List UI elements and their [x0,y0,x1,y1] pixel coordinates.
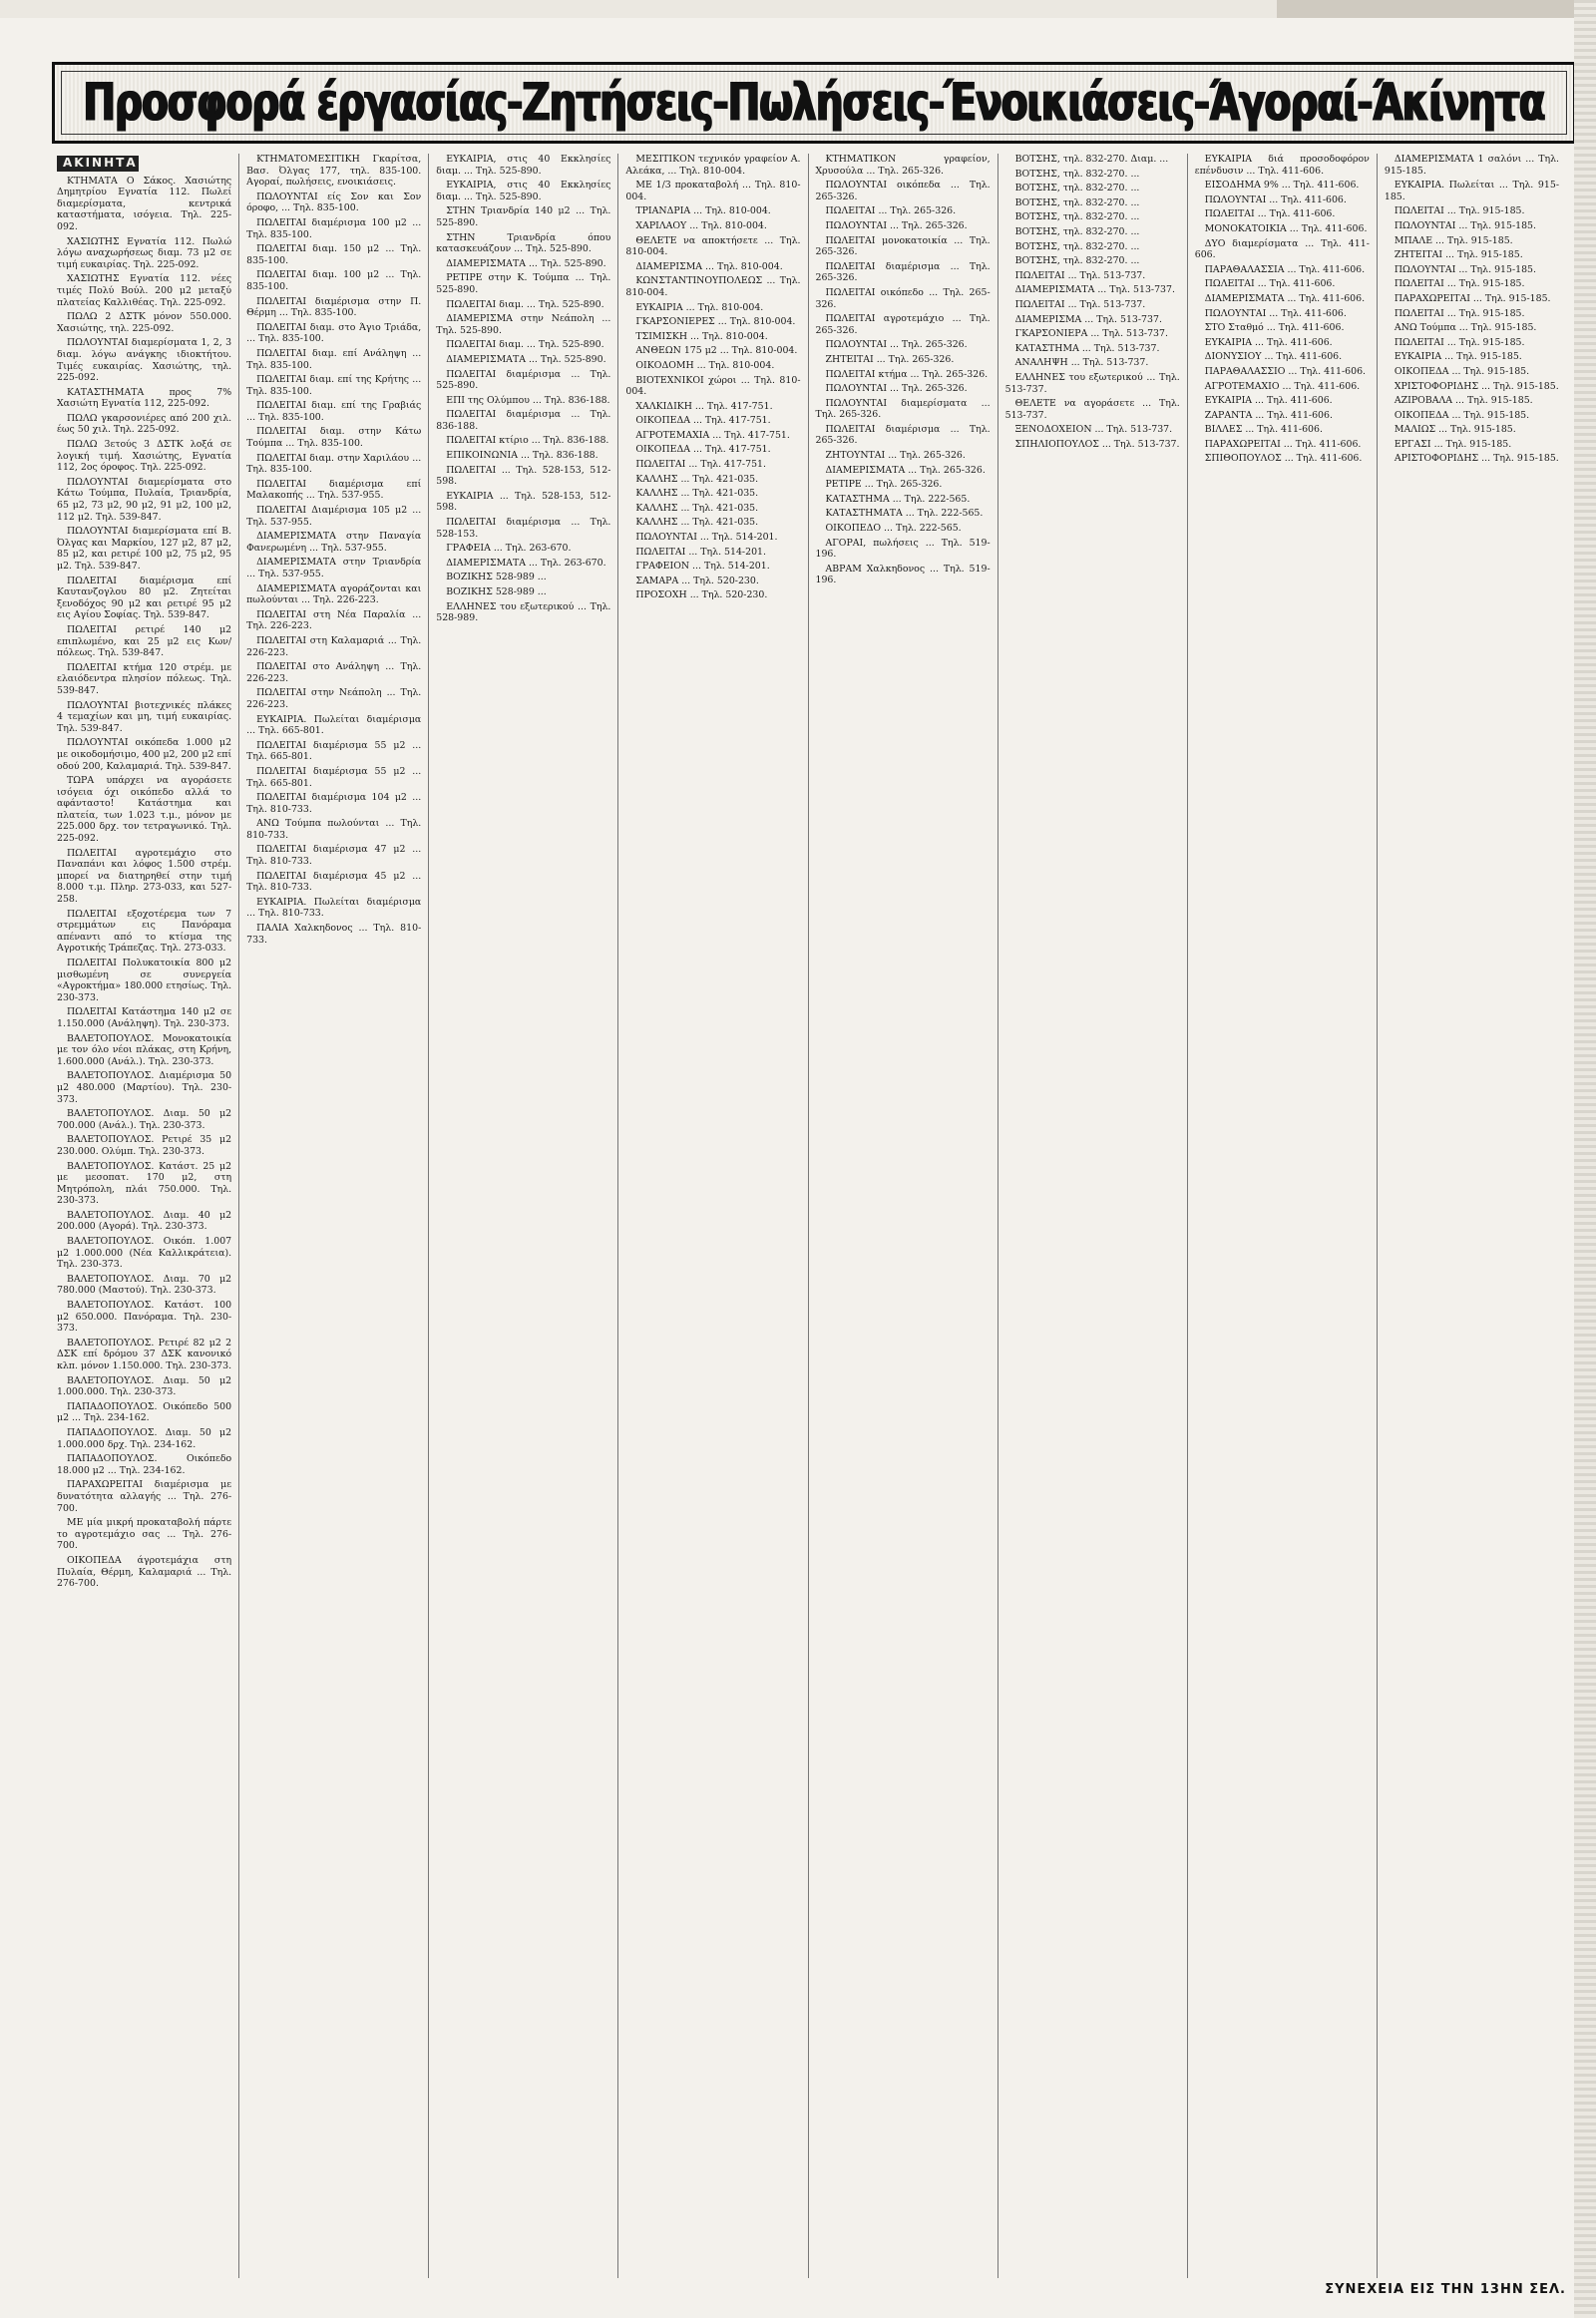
classified-ad: ΔΙΑΜΕΡΙΣΜΑΤΑ αγοράζονται και πωλούνται ... Τηλ. 226-223. [246,582,422,606]
section-heading: ΑΚΙΝΗΤΑ [57,156,139,172]
classified-ad: ΑΓΡΟΤΕΜΑΧΙΟ ... Τηλ. 411-606. [1204,380,1361,392]
column-6 [998,154,1188,2278]
classified-ad: ΠΩΛΕΙΤΑΙ ... Τηλ. 915-185. [1394,278,1525,290]
classified-ad: ΠΩΛΕΙΤΑΙ διαμ. στο Άγιο Τριάδα, ... Τηλ. 835-100. [246,321,422,345]
classified-ad: ΟΙΚΟΠΕΔΑ ... Τηλ. 417-751. [635,444,771,456]
classified-ad: ΒΟΖΙΚΗΣ 528-989 ... [446,572,547,583]
classified-ad: ΠΩΛΕΙΤΑΙ ... Τηλ. 915-185. [1394,336,1525,348]
classified-ad: ΠΩΛΕΙΤΑΙ ... Τηλ. 915-185. [1394,205,1525,217]
classified-ad: ΟΙΚΟΠΕΔΟ ... Τηλ. 222-565. [825,523,962,535]
classified-ad: ΠΩΛΟΥΝΤΑΙ διαμερίσματα ... Τηλ. 265-326. [815,397,991,421]
classified-ad: ΒΟΤΣΗΣ, τηλ. 832-270. ... [1014,168,1140,180]
classified-ad: ΠΩΛΟΥΝΤΑΙ ... Τηλ. 514-201. [635,532,778,544]
classified-ad: ΠΩΛΕΙΤΑΙ διαμέρισμα 55 μ2 ... Τηλ. 665-801. [246,739,422,763]
classified-ad: ΖΗΤΕΙΤΑΙ ... Τηλ. 915-185. [1394,249,1523,261]
column-5 [809,154,998,2278]
classified-ad: ΘΕΛΕΤΕ να αποκτήσετε ... Τηλ. 810-004. [625,234,801,258]
classified-ad: ΒΟΤΣΗΣ, τηλ. 832-270. ... [1014,196,1140,208]
classified-ad: ΔΙΑΜΕΡΙΣΜΑΤΑ στην Τριανδρία ... Τηλ. 537-955. [246,557,422,580]
classified-ad: ΚΑΛΛΗΣ ... Τηλ. 421-035. [635,488,759,500]
classified-ad: ΜΕ μία μικρή προκαταβολή πάρτε το αγροτεμάχιο σας ... Τηλ. 276-700. [57,1517,232,1552]
classified-ad: ΣΑΜΑΡΑ ... Τηλ. 520-230. [635,575,759,586]
classified-ad: ΒΟΤΣΗΣ, τηλ. 832-270. ... [1014,225,1140,237]
classified-ad: ΠΩΛΕΙΤΑΙ ... Τηλ. 514-201. [635,546,766,558]
classified-ad: ΠΩΛΕΙΤΑΙ Κατάστημα 140 μ2 σε 1.150.000 (Ανάληψη). Τηλ. 230-373. [57,1006,232,1029]
classified-ad: ΠΩΛΕΙΤΑΙ Πολυκατοικία 800 μ2 μισθωμένη σε συνεργεία «Αγροκτήμα» 180.000 ετησίως. Τηλ. 230-373. [57,958,232,1003]
classified-ad: ΠΩΛΟΥΝΤΑΙ διαμερίσματα επί Β. Όλγας και Μαρκίου, 127 μ2, 87 μ2, 85 μ2, και ρετιρέ 100 μ2, 75 μ2, 95 μ2. Τηλ. 539-847. [57,526,232,572]
classified-ad: ΔΙΑΜΕΡΙΣΜΑ στην Νεάπολη ... Τηλ. 525-890. [436,313,611,336]
classified-ad: ΜΟΝΟΚΑΤΟΙΚΙΑ ... Τηλ. 411-606. [1204,222,1368,234]
classified-ad: ΚΤΗΜΑΤΙΚΟΝ γραφείον, Χρυσούλα ... Τηλ. 265-326. [815,154,991,177]
classified-ad: ΔΥΟ διαμερίσματα ... Τηλ. 411-606. [1194,237,1370,261]
classified-ad: ΠΩΛΕΙΤΑΙ ... Τηλ. 915-185. [1394,307,1525,319]
classified-ad: ΠΩΛΕΙΤΑΙ διαμέρισμα 47 μ2 ... Τηλ. 810-733. [246,844,422,868]
classified-ad: ΔΙΑΜΕΡΙΣΜΑΤΑ ... Τηλ. 265-326. [825,464,986,476]
classified-ad: ΠΩΛΕΙΤΑΙ μονοκατοικία ... Τηλ. 265-326. [815,234,991,258]
column-1 [50,154,239,2278]
column-2 [239,154,429,2278]
classified-ad: ΠΩΛΟΥΝΤΑΙ ... Τηλ. 915-185. [1394,219,1537,231]
classified-ad: ΠΩΛΕΙΤΑΙ οικόπεδο ... Τηλ. 265-326. [815,286,991,310]
classified-ad: ΠΩΛΩ 2 ΔΣΤΚ μόνον 550.000. Χασιώτης, τηλ. 225-092. [57,311,232,334]
classified-ad: ΟΙΚΟΠΕΔΑ ... Τηλ. 915-185. [1394,409,1530,421]
classified-ad: ΣΤΗΝ Τριανδρία 140 μ2 ... Τηλ. 525-890. [436,205,611,228]
classified-ad: ΠΩΛΕΙΤΑΙ διαμ. 150 μ2 ... Τηλ. 835-100. [246,243,422,266]
column-8 [1378,154,1566,2278]
classified-ad: ΠΩΛΕΙΤΑΙ διαμέρισμα ... Τηλ. 525-890. [436,368,611,392]
classified-ad: ΠΩΛΕΙΤΑΙ ... Τηλ. 265-326. [825,205,957,217]
classified-ad: ΠΩΛΟΥΝΤΑΙ οικόπεδα 1.000 μ2 με οικοδομήσιμο, 400 μ2, 200 μ2 επί οδού 200, Καλαμαριά. Τηλ. 539-847. [57,737,232,772]
column-4 [618,154,808,2278]
classified-ad: ΠΩΛΕΙΤΑΙ ρετιρέ 140 μ2 επιπλωμένο, και 25 μ2 εις Κων/πόλεως. Τηλ. 539-847. [57,623,232,659]
classified-ad: ΜΑΛΙΩΣ ... Τηλ. 915-185. [1394,424,1516,436]
classified-ad: ΒΑΛΕΤΟΠΟΥΛΟΣ. Κατάστ. 100 μ2 650.000. Πανόραμα. Τηλ. 230-373. [57,1300,232,1335]
classified-ad: ΠΩΛΕΙΤΑΙ διαμ. στην Κάτω Τούμπα ... Τηλ. 835-100. [246,426,422,450]
classified-ad: ΜΕΣΙΤΙΚΟΝ τεχνικόν γραφείον Α. Αλεάκα, ... Τηλ. 810-004. [625,154,801,177]
classified-ad: ΒΟΖΙΚΗΣ 528-989 ... [446,586,547,597]
classified-ad: ΒΑΛΕΤΟΠΟΥΛΟΣ. Διαμέρισμα 50 μ2 480.000 (Μαρτίου). Τηλ. 230-373. [57,1070,232,1105]
classified-ad: ΟΙΚΟΠΕΔΑ άγροτεμάχια στη Πυλαία, Θέρμη, Καλαμαριά ... Τηλ. 276-700. [57,1554,232,1590]
page-right-edge [1574,0,1596,2318]
classified-ad: ΠΩΛΩ γκαρσονιέρες από 200 χιλ. έως 50 χιλ. Τηλ. 225-092. [57,412,232,436]
classified-ad: ΠΩΛΟΥΝΤΑΙ ... Τηλ. 411-606. [1204,307,1347,319]
classified-ad: ΒΑΛΕΤΟΠΟΥΛΟΣ. Διαμ. 50 μ2 700.000 (Ανάλ.). Τηλ. 230-373. [57,1108,232,1131]
classified-ad: ΠΑΡΑΧΩΡΕΙΤΑΙ διαμέρισμα με δυνατότητα αλλαγής ... Τηλ. 276-700. [57,1479,232,1514]
classified-ad: ΔΙΑΜΕΡΙΣΜΑΤΑ ... Τηλ. 513-737. [1014,284,1175,296]
classified-ad: ΔΙΟΝΥΣΙΟΥ ... Τηλ. 411-606. [1204,351,1343,363]
classified-ad: ΠΩΛΕΙΤΑΙ διαμέρισμα ... Τηλ. 836-188. [436,409,611,432]
classified-ad: ΧΑΣΙΩΤΗΣ Εγνατία 112. νέες τιμές Πολύ Βούλ. 200 μ2 μεταξύ πλατείας Καλλιθέας. Τηλ. 225-092. [57,273,232,308]
classified-ad: ΔΙΑΜΕΡΙΣΜΑΤΑ στην Παναγία Φανερωμένη ... Τηλ. 537-955. [246,531,422,554]
classified-ad: ΓΡΑΦΕΙΑ ... Τηλ. 263-670. [446,543,572,555]
classified-ad: ΒΟΤΣΗΣ, τηλ. 832-270. ... [1014,183,1140,194]
classified-ad: ΠΩΛΕΙΤΑΙ στη Καλαμαριά ... Τηλ. 226-223. [246,634,422,658]
classified-ad: ΠΩΛΕΙΤΑΙ διαμέρισμα 45 μ2 ... Τηλ. 810-733. [246,870,422,894]
classified-ad: ΕΛΛΗΝΕΣ του εξωτερικού ... Τηλ. 528-989. [436,600,611,624]
classified-ad: ΔΙΑΜΕΡΙΣΜΑΤΑ ... Τηλ. 411-606. [1204,292,1366,304]
column-3 [429,154,618,2278]
classified-ad: ΠΩΛΕΙΤΑΙ διαμέρισμα 55 μ2 ... Τηλ. 665-801. [246,765,422,789]
classified-ad: ΕΛΛΗΝΕΣ του εξωτερικού ... Τηλ. 513-737. [1004,371,1180,395]
classified-ad: ΕΥΚΑΙΡΙΑ. Πωλείται ... Τηλ. 915-185. [1384,180,1559,202]
classified-ad: ΠΩΛΕΙΤΑΙ κτήμα ... Τηλ. 265-326. [825,368,989,380]
classified-ad: ΠΩΛΟΥΝΤΑΙ διαμερίσματα 1, 2, 3 διαμ. λόγω ανάγκης ιδιοκτήτου. Τιμές ευκαιρίας. Χασιώτης, τηλ. 225-092. [57,337,232,384]
classified-ad: ΒΑΛΕΤΟΠΟΥΛΟΣ. Διαμ. 70 μ2 780.000 (Μαστού). Τηλ. 230-373. [57,1273,232,1297]
column-7 [1188,154,1378,2278]
classified-ad: ΠΑΠΑΔΟΠΟΥΛΟΣ. Οικόπεδο 18.000 μ2 ... Τηλ. 234-162. [57,1453,232,1476]
classified-ad: ΑΖΙΡΟΒΑΛΑ ... Τηλ. 915-185. [1394,395,1533,407]
classified-ad: ΠΩΛΕΙΤΑΙ ... Τηλ. 411-606. [1204,278,1336,290]
classified-ad: ΕΥΚΑΙΡΙΑ. Πωλείται διαμέρισμα ... Τηλ. 810-733. [246,896,422,920]
classified-ad: ΠΩΛΩ 3ετούς 3 ΔΣΤΚ λοξά σε λογική τιμή. Χασιώτης, Εγνατία 112, 2ος όροφος. Τηλ. 225-092. [57,439,232,474]
classified-ad: ΕΥΚΑΙΡΙΑ ... Τηλ. 528-153, 512-598. [436,490,611,514]
classified-ad: ΠΑΡΑΘΑΛΑΣΣΙΑ ... Τηλ. 411-606. [1204,263,1366,275]
classified-ad: ΤΩΡΑ υπάρχει να αγοράσετε ισόγεια όχι οικόπεδο αλλά το αφάνταστο! Κατάστημα και πλατεία, των 1.023 τ.μ., μόνον με 225.000 δρχ. τον τετραγωνικό. Τηλ. 225-092. [57,775,232,845]
classified-ad: ΠΩΛΕΙΤΑΙ ... Τηλ. 417-751. [635,459,766,471]
classified-ad: ΠΩΛΕΙΤΑΙ ... Τηλ. 513-737. [1014,298,1146,310]
classified-ad: ΣΠΗΛΙΟΠΟΥΛΟΣ ... Τηλ. 513-737. [1014,438,1180,450]
classified-ad: ΠΑΠΑΔΟΠΟΥΛΟΣ. Οικόπεδο 500 μ2 ... Τηλ. 234-162. [57,1400,232,1424]
classified-ad: ΠΩΛΕΙΤΑΙ ... Τηλ. 513-737. [1014,269,1146,281]
classified-ad: ΠΩΛΕΙΤΑΙ διαμέρισμα ... Τηλ. 528-153. [436,517,611,540]
classified-ad: ΠΩΛΟΥΝΤΑΙ είς Σον και Σον όροφο, ... Τηλ. 835-100. [246,191,422,214]
classified-ad: ΡΕΤΙΡΕ ... Τηλ. 265-326. [825,479,943,491]
classified-ad: ΖΑΡΑΝΤΑ ... Τηλ. 411-606. [1204,409,1333,421]
classified-ad: ΜΠΑΛΕ ... Τηλ. 915-185. [1394,234,1513,246]
classified-ad: ΠΩΛΕΙΤΑΙ αγροτεμάχιο ... Τηλ. 265-326. [815,313,991,336]
classified-ad: ΒΑΛΕΤΟΠΟΥΛΟΣ. Μονοκατοικία με τον όλο νέοι πλάκας, στη Κρήνη, 1.600.000 (Ανάλ.). Τηλ. 230-373. [57,1032,232,1067]
classified-ad: ΠΩΛΕΙΤΑΙ διαμέρισμα ... Τηλ. 265-326. [815,260,991,284]
classified-ad: ΠΩΛΕΙΤΑΙ διαμέρισμα επί Καυτανζογλου 80 μ2. Ζητείται ξενοδόχος 90 μ2 και ρετιρέ 95 μ2 εις Αγίου Σοφίας. Τηλ. 539-847. [57,575,232,621]
classified-ad: ΠΩΛΟΥΝΤΑΙ διαμερίσματα στο Κάτω Τούμπα, Πυλαία, Τριανδρία, 65 μ2, 73 μ2, 90 μ2, 91 μ2, 100 μ2, 112 μ2. Τηλ. 539-847. [57,476,232,523]
classified-ad: ΠΩΛΕΙΤΑΙ στη Νέα Παραλία ... Τηλ. 226-223. [246,608,422,632]
classified-ad: ΠΑΡΑΘΑΛΑΣΣΙΟ ... Τηλ. 411-606. [1204,365,1367,377]
classified-ad: ΠΩΛΕΙΤΑΙ διαμέρισμα στην Π. Θέρμη ... Τηλ. 835-100. [246,295,422,319]
classified-ad: ΒΑΛΕΤΟΠΟΥΛΟΣ. Διαμ. 40 μ2 200.000 (Αγορά). Τηλ. 230-373. [57,1209,232,1233]
classified-ad: ΠΩΛΕΙΤΑΙ κτίριο ... Τηλ. 836-188. [446,435,609,447]
classified-ad: ΒΑΛΕΤΟΠΟΥΛΟΣ. Κατάστ. 25 μ2 με μεσοπατ. 170 μ2, στη Μητρόπολη, πλάι 750.000. Τηλ. 230-373. [57,1160,232,1207]
classified-ad: ΞΕΝΟΔΟΧΕΙΟΝ ... Τηλ. 513-737. [1014,424,1173,436]
classified-ad: ΤΣΙΜΙΣΚΗ ... Τηλ. 810-004. [635,330,768,342]
classified-ad: ΤΡΙΑΝΔΡΙΑ ... Τηλ. 810-004. [635,205,771,217]
classified-ad: ΒΙΛΛΕΣ ... Τηλ. 411-606. [1204,424,1323,436]
classified-ad: ΠΩΛΕΙΤΑΙ διαμέρισμα ... Τηλ. 265-326. [815,423,991,447]
classified-ad: ΠΩΛΕΙΤΑΙ ... Τηλ. 528-153, 512-598. [436,464,611,488]
page-top-edge [0,0,1596,18]
classified-ad: ΒΑΛΕΤΟΠΟΥΛΟΣ. Ρετιρέ 82 μ2 2 ΔΣΚ επί δρόμου 37 ΔΣΚ κανονικό κλπ. μόνον 1.150.000. Τηλ. 230-373. [57,1337,232,1371]
classified-ad: ΠΩΛΕΙΤΑΙ κτήμα 120 στρέμ. με ελαιόδεντρα πλησίον πόλεως. Τηλ. 539-847. [57,661,232,696]
classified-ad: ΕΠΙΚΟΙΝΩΝΙΑ ... Τηλ. 836-188. [446,450,598,462]
classified-ad: ΜΕ 1/3 προκαταβολή ... Τηλ. 810-004. [625,180,801,202]
classified-ad: ΓΡΑΦΕΙΟΝ ... Τηλ. 514-201. [635,561,770,573]
classified-ad: ΑΓΟΡΑΙ, πωλήσεις ... Τηλ. 519-196. [815,537,991,561]
classified-ad: ΠΩΛΟΥΝΤΑΙ ... Τηλ. 411-606. [1204,193,1347,205]
classified-ad: ΒΙΟΤΕΧΝΙΚΟΙ χώροι ... Τηλ. 810-004. [625,374,801,398]
classified-ad: ΣΠΙΘΟΠΟΥΛΟΣ ... Τηλ. 411-606. [1204,453,1363,465]
classified-ad: ΚΑΛΛΗΣ ... Τηλ. 421-035. [635,473,759,485]
classified-ad: ΘΕΛΕΤΕ να αγοράσετε ... Τηλ. 513-737. [1004,398,1180,421]
classified-ad: ΠΩΛΕΙΤΑΙ διαμ. στην Χαριλάου ... Τηλ. 835-100. [246,452,422,476]
classified-ad: ΚΑΤΑΣΤΗΜΑΤΑ προς 7% Χασιώτη Εγνατία 112, 225-092. [57,386,232,410]
classified-ad: ΖΗΤΕΙΤΑΙ ... Τηλ. 265-326. [825,353,955,365]
classified-ad: ΕΡΓΑΣΙ ... Τηλ. 915-185. [1394,438,1512,450]
classified-ad: ΔΙΑΜΕΡΙΣΜΑΤΑ 1 σαλόνι ... Τηλ. 915-185. [1384,154,1559,177]
classified-ad: ΒΟΤΣΗΣ, τηλ. 832-270. Διαμ. ... [1014,154,1169,165]
classified-ad: ΠΩΛΕΙΤΑΙ διαμ. ... Τηλ. 525-890. [446,339,604,351]
classified-ad: ΠΩΛΟΥΝΤΑΙ ... Τηλ. 265-326. [825,219,968,231]
classified-ad: ΒΑΛΕΤΟΠΟΥΛΟΣ. Οικόπ. 1.007 μ2 1.000.000 (Νέα Καλλικράτεια). Τηλ. 230-373. [57,1236,232,1271]
classified-ad: ΠΩΛΟΥΝΤΑΙ βιοτεχνικές πλάκες 4 τεμαχίων και μη, τιμή ευκαιρίας. Τηλ. 539-847. [57,699,232,734]
classified-ad: ΒΑΛΕΤΟΠΟΥΛΟΣ. Ρετιρέ 35 μ2 230.000. Ολύμπ. Τηλ. 230-373. [57,1134,232,1157]
classified-ad: ΠΡΟΣΟΧΗ ... Τηλ. 520-230. [635,589,768,601]
classified-ad: ΑΡΙΣΤΟΦΟΡΙΔΗΣ ... Τηλ. 915-185. [1394,453,1559,465]
classified-ad: ΚΤΗΜΑΤΟΜΕΣΙΤΙΚΗ Γκαρίτσα, Βασ. Όλγας 177, τηλ. 835-100. Αγοραί, πωλήσεις, ενοικιάσεις. [246,154,422,189]
classified-ad: ΚΤΗΜΑΤΑ Ο Σάκος. Χασιώτης Δημητρίου Εγνατία 112. Πωλεί διαμερίσματα, κεντρικά καταστήματα, ισόγεια. Τηλ. 225-092. [57,175,232,232]
classified-ad: ΔΙΑΜΕΡΙΣΜΑ ... Τηλ. 513-737. [1014,313,1162,325]
classified-ad: ΠΩΛΕΙΤΑΙ διαμέρισμα 104 μ2 ... Τηλ. 810-733. [246,792,422,815]
classified-ad: ΑΝΑΛΗΨΗ ... Τηλ. 513-737. [1014,357,1149,369]
classified-ad: ΔΙΑΜΕΡΙΣΜΑΤΑ ... Τηλ. 263-670. [446,557,606,569]
classified-ad: ΔΙΑΜΕΡΙΣΜΑΤΑ ... Τηλ. 525-890. [446,353,606,365]
classified-ad: ΣΤΗΝ Τριανδρία όπου κατασκευάζουν ... Τηλ. 525-890. [436,231,611,255]
classified-ad: ΠΩΛΕΙΤΑΙ διαμ. επί της Γραβιάς ... Τηλ. 835-100. [246,400,422,423]
classified-ad: ΒΟΤΣΗΣ, τηλ. 832-270. ... [1014,211,1140,223]
classified-ad: ΕΥΚΑΙΡΙΑ ... Τηλ. 810-004. [635,301,764,313]
classified-ad: ΠΑΡΑΧΩΡΕΙΤΑΙ ... Τηλ. 411-606. [1204,438,1362,450]
classified-ad: ΠΩΛΕΙΤΑΙ διαμ. επί της Κρήτης ... Τηλ. 835-100. [246,374,422,397]
classified-ad: ΖΗΤΟΥΝΤΑΙ ... Τηλ. 265-326. [825,450,966,462]
classified-ad: ΟΙΚΟΠΕΔΑ ... Τηλ. 417-751. [635,415,771,427]
classified-ad: ΚΑΤΑΣΤΗΜΑ ... Τηλ. 222-565. [825,493,971,505]
classified-ad: ΧΑΡΙΛΑΟΥ ... Τηλ. 810-004. [635,219,767,231]
classified-ad: ΑΝΩ Τούμπα ... Τηλ. 915-185. [1394,322,1537,334]
classified-ad: ΧΑΛΚΙΔΙΚΗ ... Τηλ. 417-751. [635,400,773,412]
classified-ad: ΣΤΟ Σταθμό ... Τηλ. 411-606. [1204,322,1345,334]
classified-ad: ΑΝΘΕΩΝ 175 μ2 ... Τηλ. 810-004. [635,345,798,357]
classified-ad: ΕΥΚΑΙΡΙΑ ... Τηλ. 915-185. [1394,351,1522,363]
classified-ad: ΕΥΚΑΙΡΙΑ ... Τηλ. 411-606. [1204,336,1333,348]
classified-ad: ΒΟΤΣΗΣ, τηλ. 832-270. ... [1014,240,1140,252]
classified-ad: ΠΩΛΟΥΝΤΑΙ ... Τηλ. 265-326. [825,339,968,351]
classified-ad: ΓΚΑΡΣΟΝΙΕΡΕΣ ... Τηλ. 810-004. [635,316,796,328]
classified-ad: ΕΥΚΑΙΡΙΑ, στις 40 Εκκλησίες διαμ. ... Τηλ. 525-890. [436,154,611,177]
classified-ad: ΠΩΛΕΙΤΑΙ διαμέρισμα επί Μαλακοπής ... Τηλ. 537-955. [246,478,422,502]
classified-ad: ΒΟΤΣΗΣ, τηλ. 832-270. ... [1014,255,1140,267]
classified-ad: ΒΑΛΕΤΟΠΟΥΛΟΣ. Διαμ. 50 μ2 1.000.000. Τηλ. 230-373. [57,1374,232,1398]
classified-ad: ΠΩΛΕΙΤΑΙ διαμ. επί Ανάληψη ... Τηλ. 835-100. [246,347,422,371]
classified-ad: ΚΑΛΛΗΣ ... Τηλ. 421-035. [635,502,759,514]
classified-ad: ΠΩΛΕΙΤΑΙ διαμ. ... Τηλ. 525-890. [446,298,604,310]
classifieds-columns [50,154,1566,2278]
banner-title: Προσφορά έργασίας-Ζητήσεις-Πωλήσεις-Ένοικιάσεις-Άγοραί-Άκίνητα [83,72,1545,134]
classified-ad: ΚΑΛΛΗΣ ... Τηλ. 421-035. [635,517,759,529]
classified-ad: ΠΩΛΕΙΤΑΙ διαμ. 100 μ2 ... Τηλ. 835-100. [246,269,422,292]
classified-ad: ΠΑΡΑΧΩΡΕΙΤΑΙ ... Τηλ. 915-185. [1394,292,1551,304]
classified-ad: ΠΩΛΟΥΝΤΑΙ ... Τηλ. 265-326. [825,383,968,395]
classified-ad: ΚΑΤΑΣΤΗΜΑ ... Τηλ. 513-737. [1014,342,1160,354]
classified-ad: ΠΩΛΕΙΤΑΙ διαμέρισμα 100 μ2 ... Τηλ. 835-100. [246,216,422,240]
classified-ad: ΑΓΡΟΤΕΜΑΧΙΑ ... Τηλ. 417-751. [635,429,790,441]
classified-ad: ΕΥΚΑΙΡΙΑ. Πωλείται διαμέρισμα ... Τηλ. 665-801. [246,713,422,737]
classified-ad: ΑΒΡΑΜ Χαλκηδονος ... Τηλ. 519-196. [815,563,991,586]
classified-ad: ΠΩΛΕΙΤΑΙ αγροτεμάχιο στο Παναπάνι και λόφος 1.500 στρέμ. μπορεί να διατηρηθεί στην τιμή 8.000 τ.μ. Πληρ. 273-033, και 527-258. [57,847,232,906]
classified-ad: ΧΡΙΣΤΟΦΟΡΙΔΗΣ ... Τηλ. 915-185. [1394,380,1559,392]
classified-ad: ΓΚΑΡΣΟΝΙΕΡΑ ... Τηλ. 513-737. [1014,328,1168,340]
classified-ad: ΟΙΚΟΔΟΜΗ ... Τηλ. 810-004. [635,359,775,371]
classifieds-banner [52,62,1576,144]
classified-ad: ΠΩΛΟΥΝΤΑΙ οικόπεδα ... Τηλ. 265-326. [815,180,991,202]
classified-ad: ΠΑΠΑΔΟΠΟΥΛΟΣ. Διαμ. 50 μ2 1.000.000 δρχ. Τηλ. 234-162. [57,1426,232,1450]
classified-ad: ΠΩΛΕΙΤΑΙ εξοχοτέρεμα των 7 στρεμμάτων εις Πανόραμα απέναντι από το κτίσμα της Αγροτικής Τράπεζας. Τηλ. 273-033. [57,908,232,955]
classified-ad: ΕΠΙ της Ολύμπου ... Τηλ. 836-188. [446,394,610,406]
classified-ad: ΠΩΛΟΥΝΤΑΙ ... Τηλ. 915-185. [1394,263,1537,275]
classified-ad: ΧΑΣΙΩΤΗΣ Εγνατία 112. Πωλώ λόγω αναχωρήσεως διαμ. 73 μ2 σε τιμή ευκαιρίας. Τηλ. 225-092. [57,235,232,270]
classified-ad: ΠΑΛΙΑ Χαλκηδονος ... Τηλ. 810-733. [246,923,422,946]
classified-ad: ΔΙΑΜΕΡΙΣΜΑ ... Τηλ. 810-004. [635,260,783,272]
classified-ad: ΕΙΣΟΔΗΜΑ 9% ... Τηλ. 411-606. [1204,180,1360,192]
classified-ad: ΡΕΤΙΡΕ στην Κ. Τούμπα ... Τηλ. 525-890. [436,272,611,295]
classified-ad: ΕΥΚΑΙΡΙΑ ... Τηλ. 411-606. [1204,395,1333,407]
classified-ad: ΠΩΛΕΙΤΑΙ ... Τηλ. 411-606. [1204,208,1336,220]
classified-ad: ΚΑΤΑΣΤΗΜΑΤΑ ... Τηλ. 222-565. [825,508,984,520]
classified-ad: ΟΙΚΟΠΕΔΑ ... Τηλ. 915-185. [1394,365,1530,377]
continuation-note: ΣΥΝΕΧΕΙΑ ΕΙΣ ΤΗΝ 13ΗΝ ΣΕΛ. [1325,2282,1566,2297]
classified-ad: ΕΥΚΑΙΡΙΑ διά προσοδοφόρον επένδυσιν ... Τηλ. 411-606. [1194,154,1370,177]
classified-ad: ΚΩΝΣΤΑΝΤΙΝΟΥΠΟΛΕΩΣ ... Τηλ. 810-004. [625,275,801,298]
classified-ad: ΠΩΛΕΙΤΑΙ στην Νεάπολη ... Τηλ. 226-223. [246,687,422,710]
classified-ad: ΠΩΛΕΙΤΑΙ στο Ανάληψη ... Τηλ. 226-223. [246,661,422,684]
classified-ad: ΑΝΩ Τούμπα πωλούνται ... Τηλ. 810-733. [246,818,422,841]
classified-ad: ΕΥΚΑΙΡΙΑ, στις 40 Εκκλησίες διαμ. ... Τηλ. 525-890. [436,180,611,202]
classified-ad: ΠΩΛΕΙΤΑΙ Διαμέρισμα 105 μ2 ... Τηλ. 537-955. [246,505,422,528]
classified-ad: ΔΙΑΜΕΡΙΣΜΑΤΑ ... Τηλ. 525-890. [446,257,606,269]
